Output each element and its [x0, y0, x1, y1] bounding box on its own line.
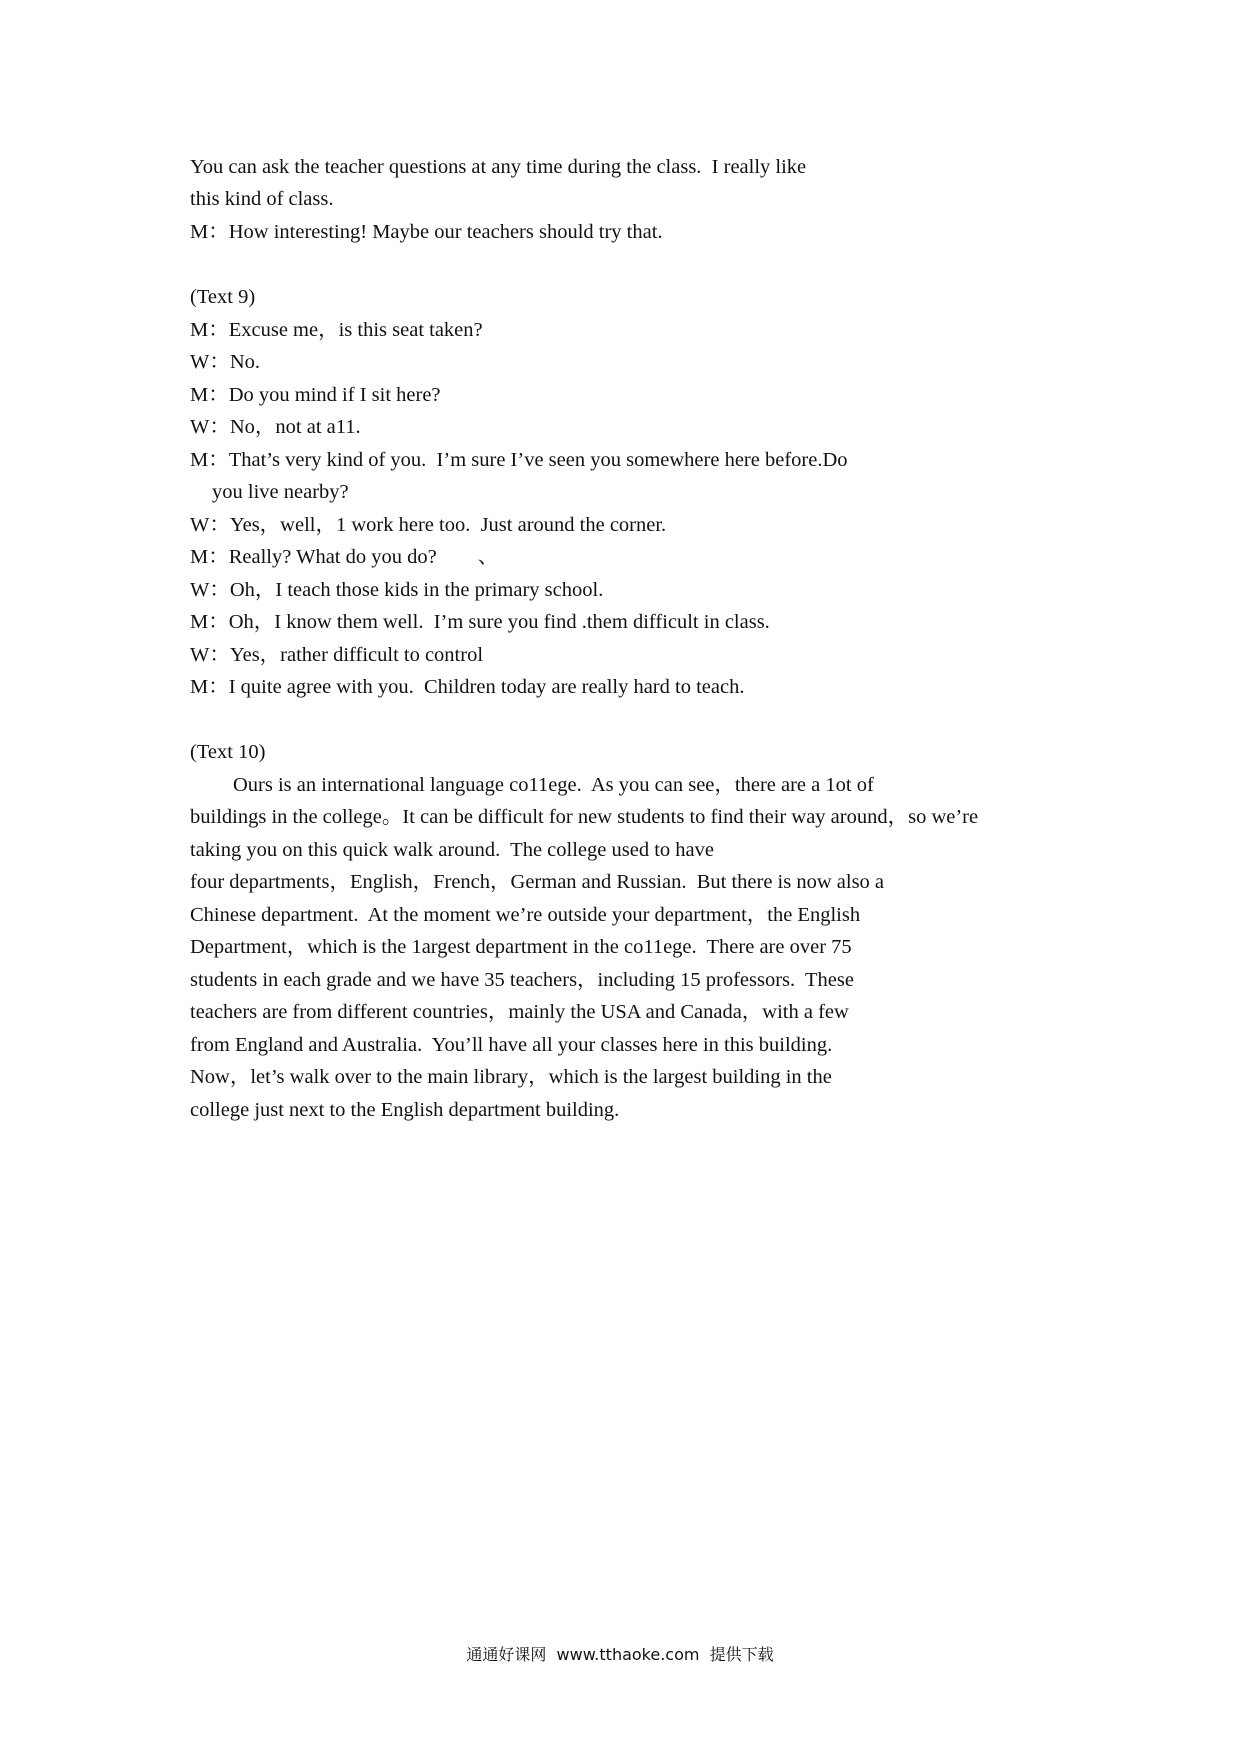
dialogue-line: you live nearby?: [212, 481, 349, 503]
dialogue-line: W：No.: [190, 351, 261, 373]
dialogue-line: M：Do you mind if I sit here?: [190, 384, 441, 406]
dialogue-line: M：That’s very kind of you. I’m sure I’ve seen you somewhere here before.Do: [190, 449, 848, 471]
dialogue-line: M：Oh，I know them well. I’m sure you find .them difficult in class.: [190, 611, 770, 633]
paragraph-line: buildings in the college。It can be difficult for new students to find their way around，so we’re: [190, 806, 979, 828]
paragraph-line: four departments，English，French，German and Russian. But there is now also a: [190, 871, 885, 893]
paragraph-line: this kind of class.: [190, 188, 334, 210]
paragraph-line: You can ask the teacher questions at any time during the class. I really like: [190, 156, 807, 178]
section-heading: (Text 10): [190, 741, 266, 763]
dialogue-line: M：Really? What do you do? 、: [190, 546, 499, 568]
paragraph-line: college just next to the English department building.: [190, 1099, 620, 1121]
dialogue-line: M：I quite agree with you. Children today are really hard to teach.: [190, 676, 745, 698]
dialogue-line: M：Excuse me，is this seat taken?: [190, 319, 483, 341]
paragraph-line: students in each grade and we have 35 teachers，including 15 professors. These: [190, 969, 854, 991]
dialogue-line: M：How interesting! Maybe our teachers should try that.: [190, 221, 663, 243]
paragraph-line: teachers are from different countries，mainly the USA and Canada，with a few: [190, 1001, 849, 1023]
paragraph-line: from England and Australia. You’ll have all your classes here in this building.: [190, 1034, 833, 1056]
dialogue-line: W：No，not at a11.: [190, 416, 361, 438]
dialogue-line: W：Oh，I teach those kids in the primary school.: [190, 579, 604, 601]
paragraph-line: Department，which is the 1argest department in the co11ege. There are over 75: [190, 936, 852, 958]
section-heading: (Text 9): [190, 286, 256, 308]
dialogue-line: W：Yes，rather difficult to control: [190, 644, 484, 666]
paragraph-line: Chinese department. At the moment we’re outside your department，the English: [190, 904, 861, 926]
page-footer: 通通好课网 www.tthaoke.com 提供下载: [466, 1645, 774, 1664]
paragraph-line: Ours is an international language co11ege. As you can see，there are a 1ot of: [233, 774, 874, 796]
dialogue-line: W：Yes，well，1 work here too. Just around the corner.: [190, 514, 667, 536]
paragraph-line: taking you on this quick walk around. The college used to have: [190, 839, 714, 861]
paragraph-line: Now，let’s walk over to the main library，which is the largest building in the: [190, 1066, 832, 1088]
